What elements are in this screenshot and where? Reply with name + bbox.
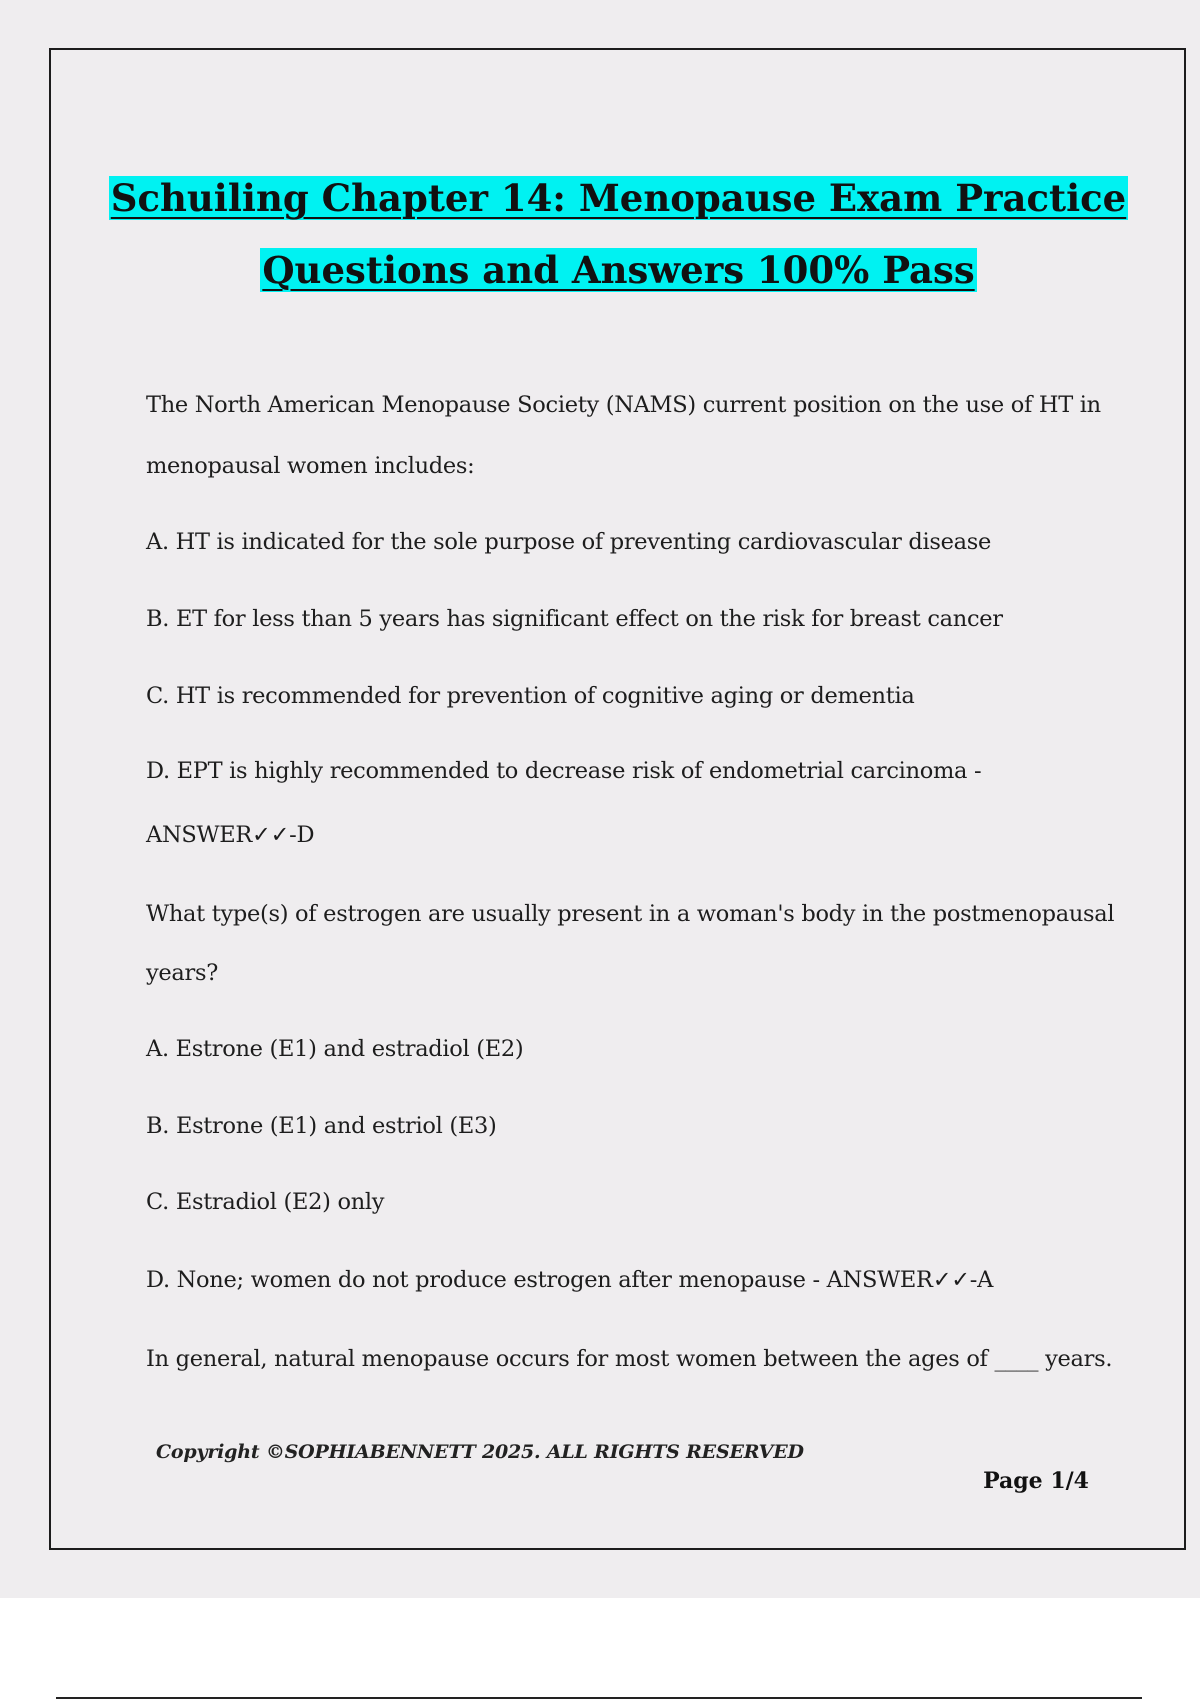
title-line-2-text: Questions and Answers 100% Pass: [262, 248, 975, 292]
question-1-text-line-2: menopausal women includes:: [146, 453, 475, 479]
question-1-answer: ANSWER✓✓-D: [146, 822, 315, 848]
copyright-notice: Copyright ©SOPHIABENNETT 2025. ALL RIGHTS RESERVED: [156, 1441, 804, 1463]
question-1-option-c: C. HT is recommended for prevention of cognitive aging or dementia: [146, 683, 915, 709]
question-3-text: In general, natural menopause occurs for most women between the ages of ____ years.: [146, 1346, 1113, 1372]
question-2-option-b: B. Estrone (E1) and estriol (E3): [146, 1113, 497, 1139]
question-1-option-a: A. HT is indicated for the sole purpose of preventing cardiovascular disease: [146, 529, 992, 555]
question-2-text-line-1: What type(s) of estrogen are usually present in a woman's body in the postmenopausal: [146, 901, 1115, 927]
question-2-option-a: A. Estrone (E1) and estradiol (E2): [146, 1036, 524, 1062]
next-page-rule: [56, 1697, 1142, 1699]
question-2-option-c: C. Estradiol (E2) only: [146, 1189, 385, 1215]
question-2-text-line-2: years?: [146, 960, 219, 986]
title-line-1: [0, 162, 1200, 234]
question-2-option-d-answer: D. None; women do not produce estrogen after menopause - ANSWER✓✓-A: [146, 1267, 994, 1293]
page-number: Page 1/4: [983, 1468, 1089, 1494]
question-1-option-b: B. ET for less than 5 years has significant effect on the risk for breast cancer: [146, 606, 1003, 632]
title-line-2: [0, 234, 1200, 306]
question-1-text-line-1: The North American Menopause Society (NAMS) current position on the use of HT in: [146, 392, 1101, 418]
question-1-option-d: D. EPT is highly recommended to decrease risk of endometrial carcinoma -: [146, 758, 982, 784]
document-title: [0, 162, 1200, 306]
title-line-1-text: Schuiling Chapter 14: Menopause Exam Practice: [110, 176, 1127, 220]
